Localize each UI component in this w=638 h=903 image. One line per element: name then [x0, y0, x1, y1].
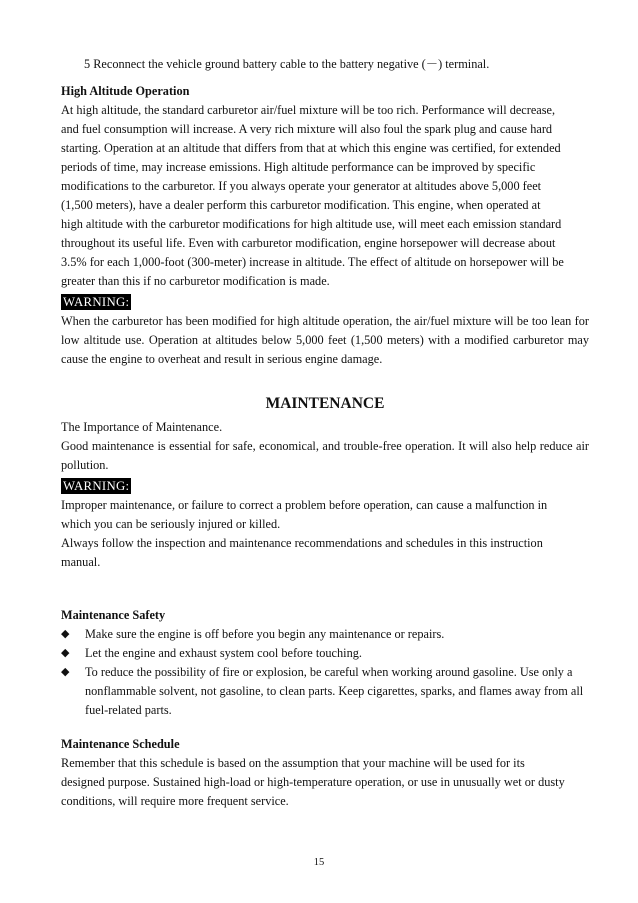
high-altitude-paragraph: [61, 101, 589, 291]
paragraph-line: modifications to the carburetor. If you always operate your generator at altitudes above 5,000 feet: [61, 179, 542, 193]
paragraph-line: conditions, will require more frequent service.: [61, 794, 289, 808]
paragraph-line: manual.: [61, 555, 101, 569]
paragraph-line: throughout its useful life. Even with carburetor modification, engine horsepower will decrease about: [61, 236, 556, 250]
schedule-paragraph: [61, 754, 589, 811]
list-item: [61, 663, 589, 720]
paragraph-line: periods of time, may increase emissions. High altitude performance can be improved by specific: [61, 160, 536, 174]
safety-heading: Maintenance Safety: [61, 608, 166, 622]
paragraph-line: (1,500 meters), have a dealer perform this carburetor modification. This engine, when operated at: [61, 198, 541, 212]
paragraph-line: which you can be seriously injured or killed.: [61, 517, 281, 531]
paragraph-line: Improper maintenance, or failure to correct a problem before operation, can cause a malfunction in: [61, 498, 548, 512]
paragraph-line: Always follow the inspection and maintenance recommendations and schedules in this instruction: [61, 536, 543, 550]
maintenance-warning-text: [61, 496, 589, 572]
step-5: 5 Reconnect the vehicle ground battery cable to the battery negative (－) terminal.: [84, 57, 490, 71]
schedule-heading: Maintenance Schedule: [61, 737, 180, 751]
paragraph-line: and fuel consumption will increase. A very rich mixture will also foul the spark plug and cause hard: [61, 122, 553, 136]
high-altitude-heading: High Altitude Operation: [61, 84, 190, 98]
diamond-bullet-icon: ◆: [61, 647, 70, 659]
paragraph-line: Remember that this schedule is based on the assumption that your machine will be used for its: [61, 756, 525, 770]
paragraph-line: 3.5% for each 1,000-foot (300-meter) increase in altitude. The effect of altitude on horsepower will be: [61, 255, 564, 269]
diamond-bullet-icon: ◆: [61, 628, 70, 640]
paragraph-line: greater than this if no carburetor modification is made.: [61, 274, 330, 288]
list-item-text: Let the engine and exhaust system cool before touching.: [85, 646, 362, 660]
warning-label: WARNING:: [63, 479, 130, 493]
paragraph-line: designed purpose. Sustained high-load or high-temperature operation, or use in unusually wet or dusty: [61, 775, 565, 789]
document-page: [61, 55, 589, 811]
list-item: [61, 644, 589, 663]
paragraph-line: starting. Operation at an altitude that differs from that at which this engine was certified, for extended: [61, 141, 561, 155]
paragraph-line: At high altitude, the standard carburetor air/fuel mixture will be too rich. Performance will decrease,: [61, 103, 556, 117]
importance-line: The Importance of Maintenance.: [61, 420, 223, 434]
maintenance-intro: Good maintenance is essential for safe, economical, and trouble-free operation. It will also help reduce air pollution.: [61, 439, 589, 472]
list-item: [61, 625, 589, 644]
list-item-text: Make sure the engine is off before you begin any maintenance or repairs.: [85, 627, 445, 641]
safety-list: [61, 625, 589, 720]
high-altitude-warning-text: When the carburetor has been modified for high altitude operation, the air/fuel mixture will be too lean for low altitude use. Operation at altitudes below 5,000 feet (1,500 meters) with a modified carburetor may cause the engine to overheat and result in serious engine damage.: [61, 314, 589, 366]
paragraph-line: high altitude with the carburetor modifications for high altitude use, will meet each emission standard: [61, 217, 562, 231]
page-number: 15: [313, 857, 325, 868]
diamond-bullet-icon: ◆: [61, 666, 70, 678]
warning-label: WARNING:: [63, 295, 130, 309]
list-item-text: To reduce the possibility of fire or explosion, be careful when working around gasoline. Use only a nonflammable solvent, not gasoline, to clean parts. Keep cigarettes, sparks, and flames away from all fuel-related parts.: [85, 665, 584, 717]
maintenance-title: MAINTENANCE: [265, 395, 385, 412]
